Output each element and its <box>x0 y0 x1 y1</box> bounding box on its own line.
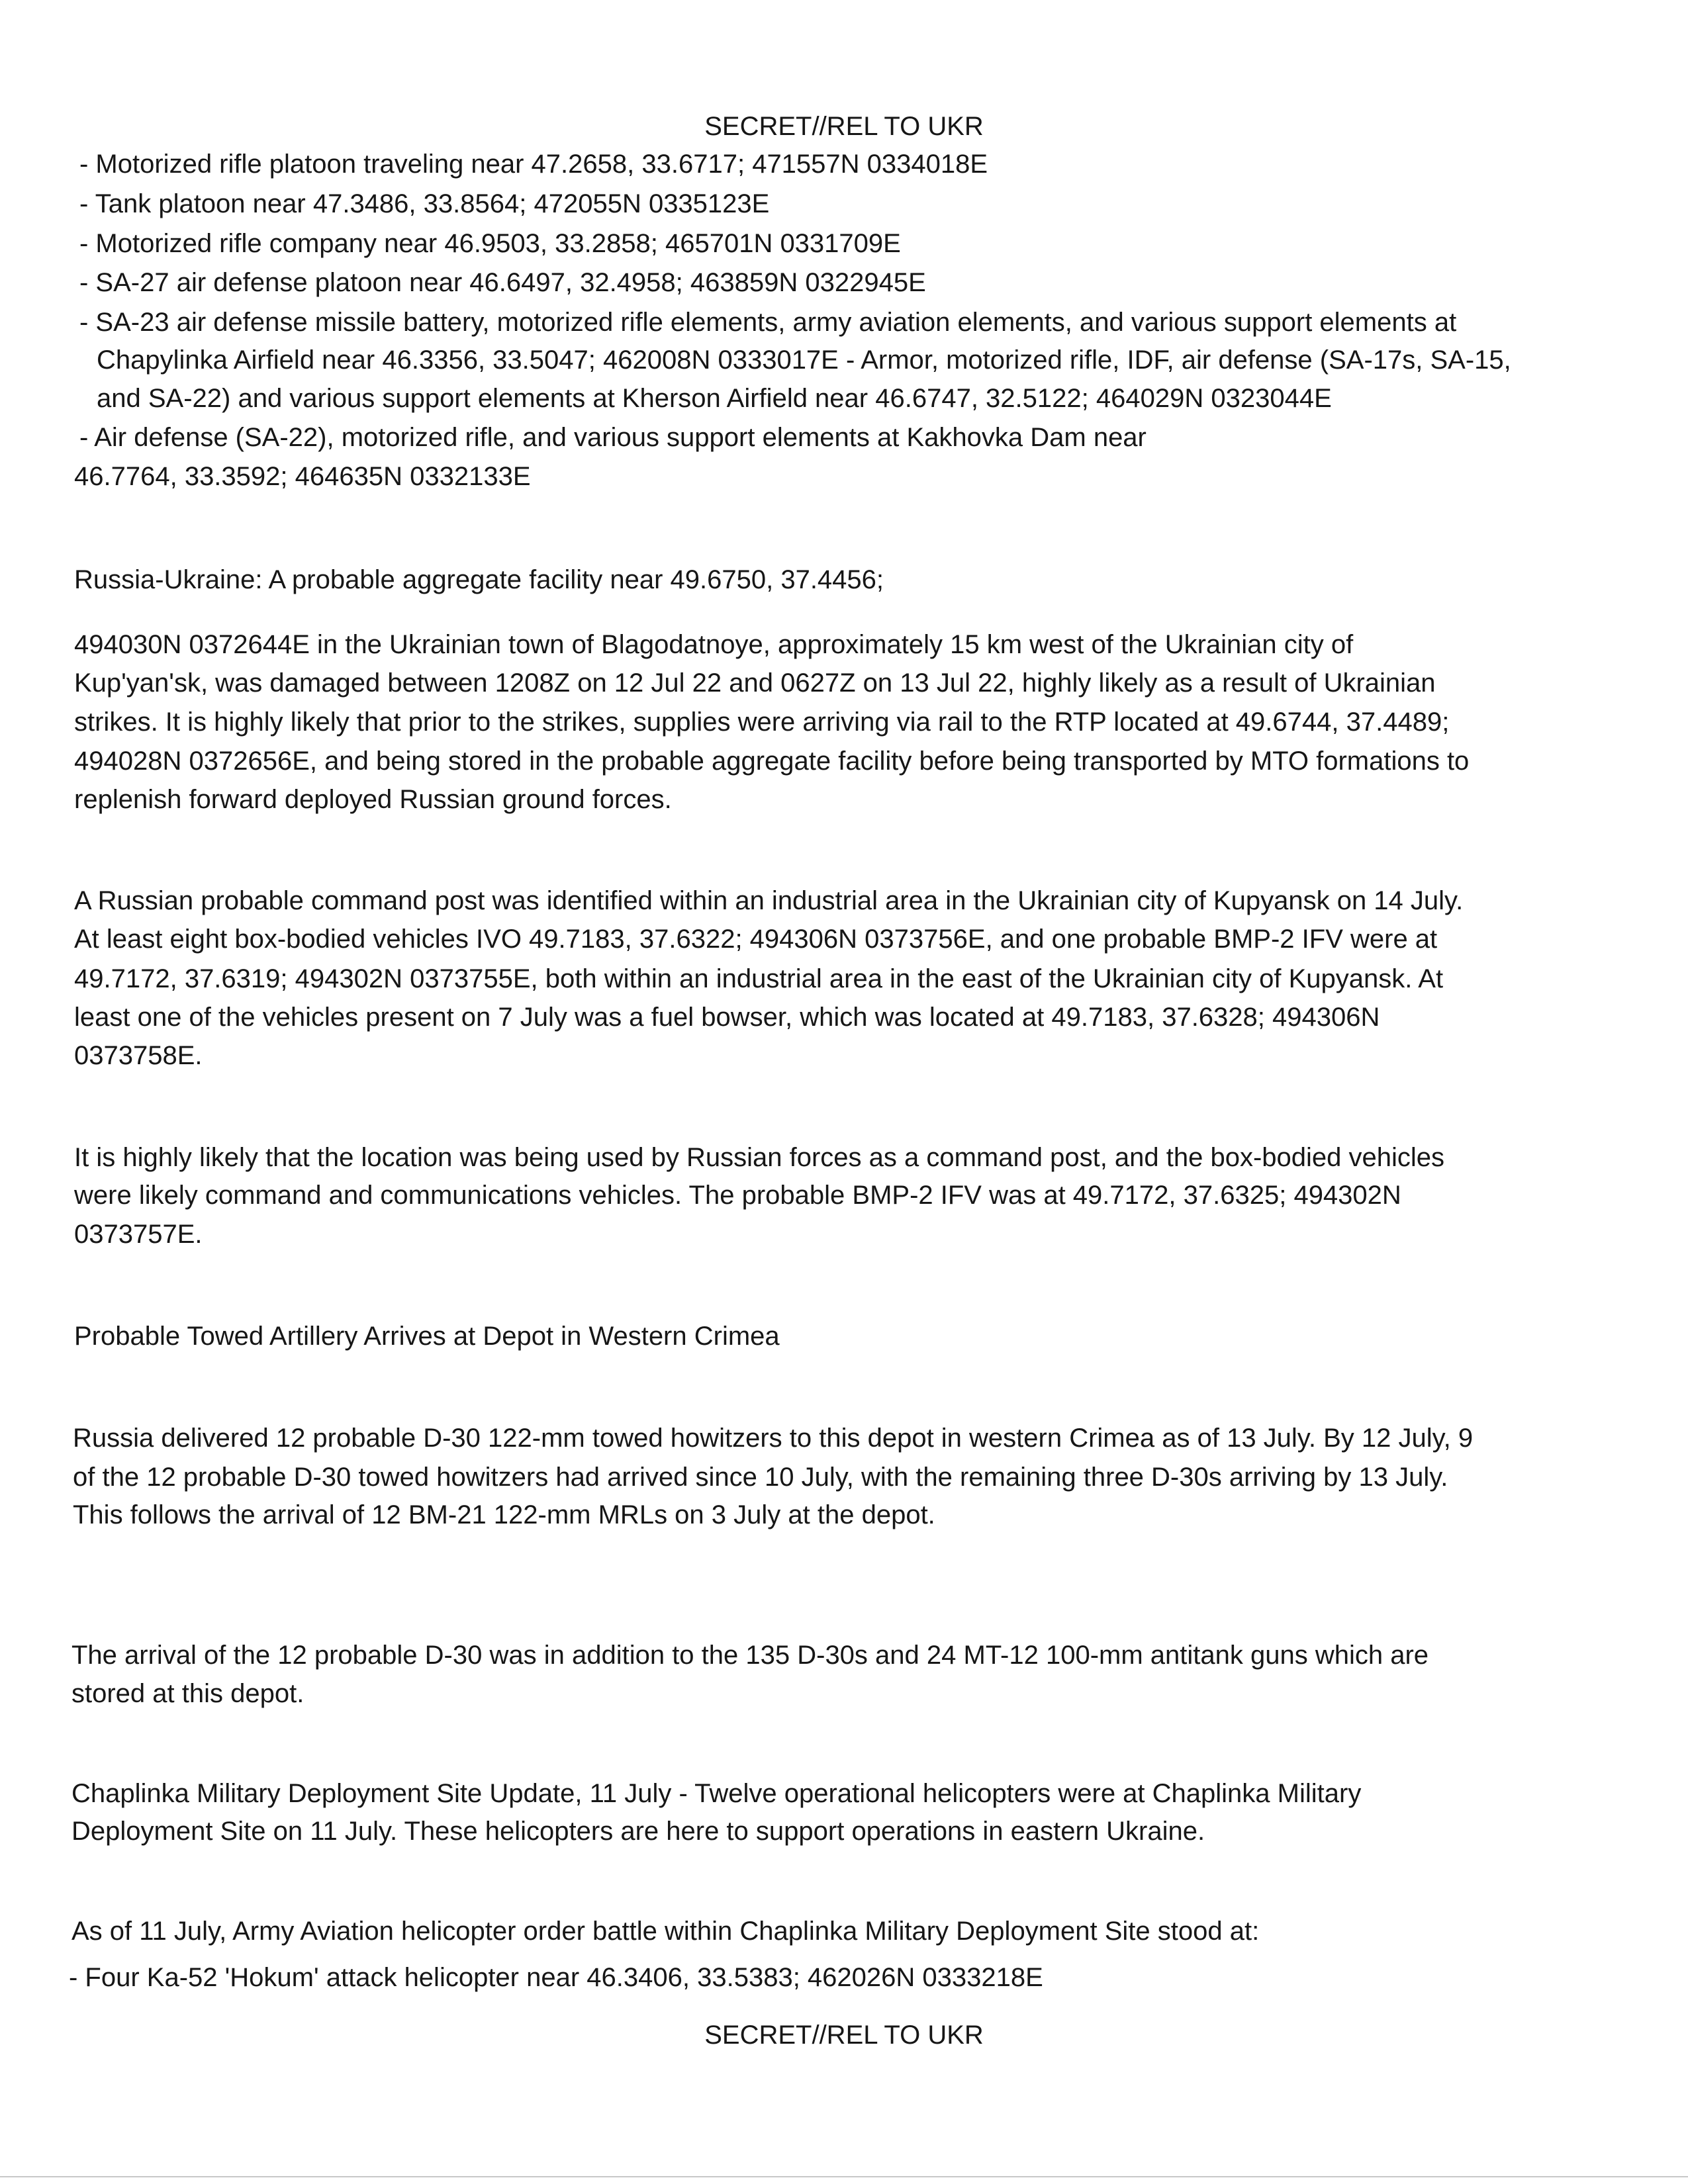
paragraph-line: strikes. It is highly likely that prior to the strikes, supplies were arriving via rail to the RTP located at 49.6744, 37.4489; <box>74 707 1450 737</box>
paragraph-line: of the 12 probable D-30 towed howitzers had arrived since 10 July, with the remaining three D-30s arriving by 13 July. <box>73 1463 1448 1492</box>
paragraph-line: This follows the arrival of 12 BM-21 122-mm MRLs on 3 July at the depot. <box>73 1500 935 1529</box>
paragraph-line: Russia-Ukraine: A probable aggregate facility near 49.6750, 37.4456; <box>74 565 884 594</box>
paragraph-line: 494028N 0372656E, and being stored in the probable aggregate facility before being transported by MTO formations to <box>74 747 1470 776</box>
list-item: - Motorized rifle platoon traveling near 47.2658, 33.6717; 471557N 0334018E <box>79 150 988 179</box>
list-item: - SA-27 air defense platoon near 46.6497, 32.4958; 463859N 0322945E <box>79 268 926 297</box>
list-item: - Four Ka-52 'Hokum' attack helicopter near 46.3406, 33.5383; 462026N 0333218E <box>69 1963 1043 1992</box>
paragraph-line: Deployment Site on 11 July. These helicopters are here to support operations in eastern Ukraine. <box>71 1817 1205 1846</box>
list-item-line: - SA-23 air defense missile battery, motorized rifle elements, army aviation elements, and various support elements at <box>79 308 1457 337</box>
section-heading: Probable Towed Artillery Arrives at Depot in Western Crimea <box>74 1322 780 1351</box>
list-item-line: and SA-22) and various support elements at Kherson Airfield near 46.6747, 32.5122; 464029N 0323044E <box>97 384 1332 413</box>
paragraph-line: were likely command and communications vehicles. The probable BMP-2 IFV was at 49.7172, 37.6325; 494302N <box>74 1181 1401 1210</box>
list-item-line: 46.7764, 33.3592; 464635N 0332133E <box>74 462 531 491</box>
list-item-line: - Air defense (SA-22), motorized rifle, and various support elements at Kakhovka Dam near <box>79 423 1147 452</box>
list-item: - Tank platoon near 47.3486, 33.8564; 472055N 0335123E <box>79 189 770 218</box>
paragraph-line: Kup'yan'sk, was damaged between 1208Z on 12 Jul 22 and 0627Z on 13 Jul 22, highly likely as a result of Ukrainian <box>74 668 1436 698</box>
paragraph-line: 494030N 0372644E in the Ukrainian town of Blagodatnoye, approximately 15 km west of the Ukrainian city of <box>74 630 1354 659</box>
list-item: - Motorized rifle company near 46.9503, 33.2858; 465701N 0331709E <box>79 229 901 258</box>
paragraph-line: Chaplinka Military Deployment Site Update, 11 July - Twelve operational helicopters were at Chaplinka Military <box>71 1779 1362 1808</box>
classification-header: SECRET//REL TO UKR <box>704 112 984 141</box>
paragraph-line: A Russian probable command post was identified within an industrial area in the Ukrainian city of Kupyansk on 14 July. <box>74 886 1464 915</box>
paragraph-line: least one of the vehicles present on 7 July was a fuel bowser, which was located at 49.7183, 37.6328; 494306N <box>74 1003 1380 1032</box>
paragraph-line: 0373757E. <box>74 1220 203 1249</box>
list-item-line: Chapylinka Airfield near 46.3356, 33.5047; 462008N 0333017E - Armor, motorized rifle, IDF, air defense (SA-17s, SA-15, <box>97 345 1511 375</box>
paragraph-line: As of 11 July, Army Aviation helicopter order battle within Chaplinka Military Deployment Site stood at: <box>71 1917 1260 1946</box>
paragraph-line: The arrival of the 12 probable D-30 was in addition to the 135 D-30s and 24 MT-12 100-mm antitank guns which are <box>71 1641 1429 1670</box>
paragraph-line: 49.7172, 37.6319; 494302N 0373755E, both within an industrial area in the east of the Ukrainian city of Kupyansk. At <box>74 964 1444 993</box>
paragraph-line: replenish forward deployed Russian ground forces. <box>74 785 672 814</box>
paragraph-line: Russia delivered 12 probable D-30 122-mm towed howitzers to this depot in western Crimea as of 13 July. By 12 July, 9 <box>73 1424 1474 1453</box>
paragraph-line: stored at this depot. <box>71 1679 305 1708</box>
paragraph-line: 0373758E. <box>74 1041 203 1070</box>
paragraph-line: At least eight box-bodied vehicles IVO 49.7183, 37.6322; 494306N 0373756E, and one probable BMP-2 IFV were at <box>74 925 1438 954</box>
classification-footer: SECRET//REL TO UKR <box>704 2021 984 2050</box>
paragraph-line: It is highly likely that the location was being used by Russian forces as a command post, and the box-bodied vehicles <box>74 1143 1445 1172</box>
scan-edge-divider <box>0 2176 1688 2177</box>
